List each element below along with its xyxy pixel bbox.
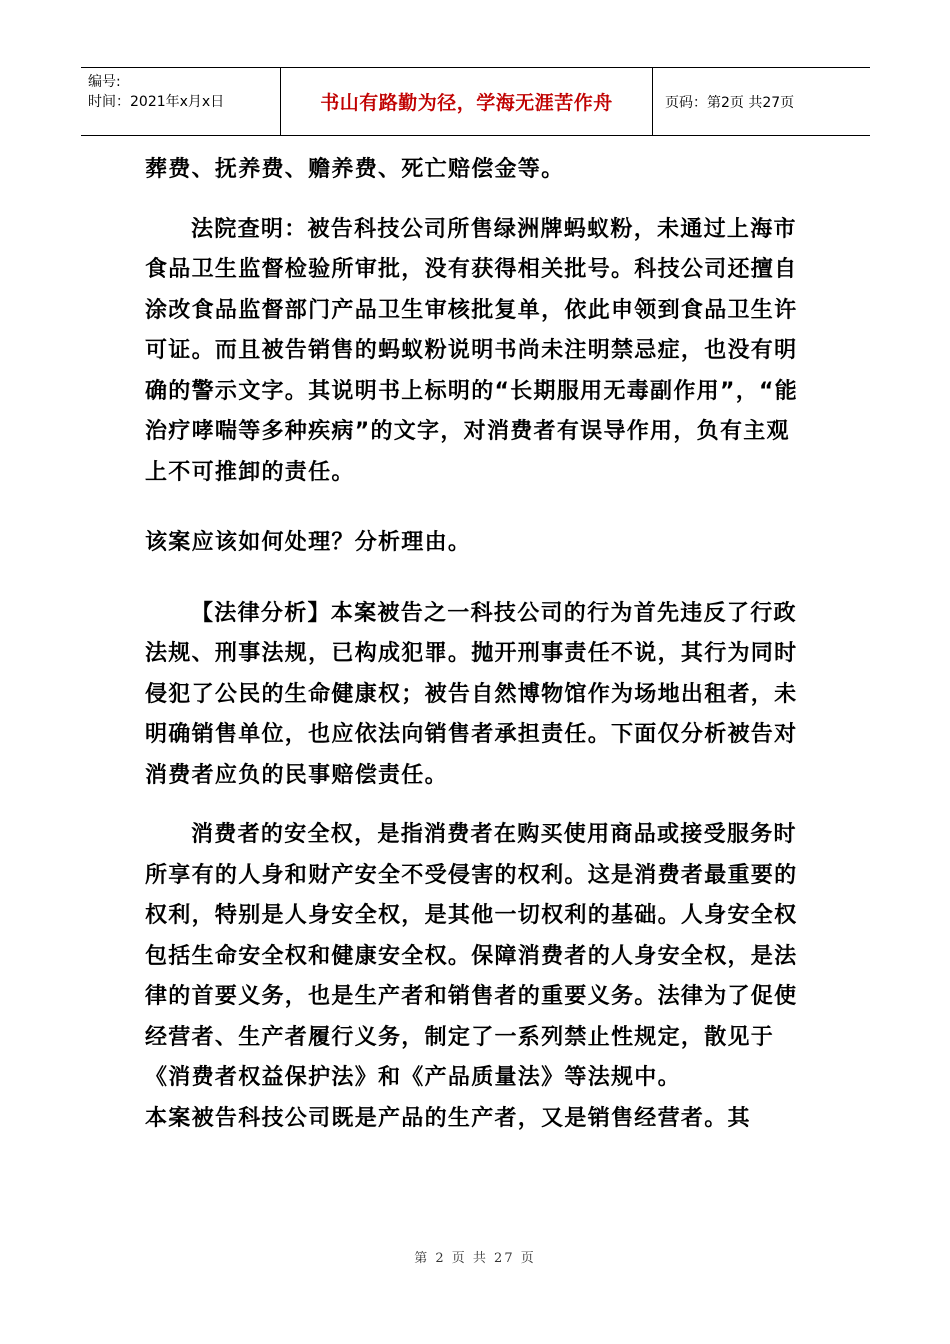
paragraph-question: 该案应该如何处理？分析理由。 — [145, 530, 472, 555]
motto-text: 书山有路勤为径，学海无涯苦作舟 — [320, 92, 613, 114]
document-body — [145, 150, 811, 1139]
time-label: 时间：2021年x月x日 — [88, 94, 225, 110]
paragraph-court-findings: 法院查明：被告科技公司所售绿洲牌蚂蚁粉，未通过上海市食品卫生监督检验所审批，没有获得相关批号。科技公司还擅自涂改食品监督部门产品卫生审核批复单，依此申领到食品卫生许可证。而且被告销售的蚂蚁粉说明书尚未注明禁忌症，也没有明确的警示文字。其说明书上标明的“长期服用无毒副作用”，“能治疗哮喘等多种疾病”的文字，对消费者有误导作用，负有主观上不可推卸的责任。 — [145, 216, 799, 485]
paragraph-safety-right: 消费者的安全权，是指消费者在购买使用商品或接受服务时所享有的人身和财产安全不受侵害的权利。这是消费者最重要的权利，特别是人身安全权，是其他一切权利的基础。人身安全权包括生命安全权和健康安全权。保障消费者的人身安全权，是法律的首要义务，也是生产者和销售者的重要义务。法律为了促使经营者、生产者履行义务，制定了一系列禁止性规定，散见于《消费者权益保护法》和《产品质量法》等法规中。 — [145, 822, 798, 1090]
header-meta-cell — [81, 68, 281, 135]
page-footer: 第 2 页 共 27 页 — [414, 1251, 536, 1266]
paragraph-legal-analysis: 【法律分析】本案被告之一科技公司的行为首先违反了行政法规、刑事法规，已构成犯罪。抛开刑事责任不说，其行为同时侵犯了公民的生命健康权；被告自然博物馆作为场地出租者，未明确销售单位，也应依法向销售者承担责任。下面仅分析被告对消费者应负的民事赔偿责任。 — [145, 600, 798, 788]
page-info: 页码：第2页 共27页 — [665, 94, 795, 111]
header-motto-cell — [281, 68, 653, 135]
paragraph-defendant: 本案被告科技公司既是产品的生产者，又是销售经营者。其 — [145, 1105, 751, 1131]
code-label: 编号: — [88, 74, 121, 90]
paragraph-continuation: 葬费、抚养费、赡养费、死亡赔偿金等。 — [145, 157, 565, 182]
header-table — [81, 67, 870, 136]
header-page-cell — [653, 68, 870, 135]
